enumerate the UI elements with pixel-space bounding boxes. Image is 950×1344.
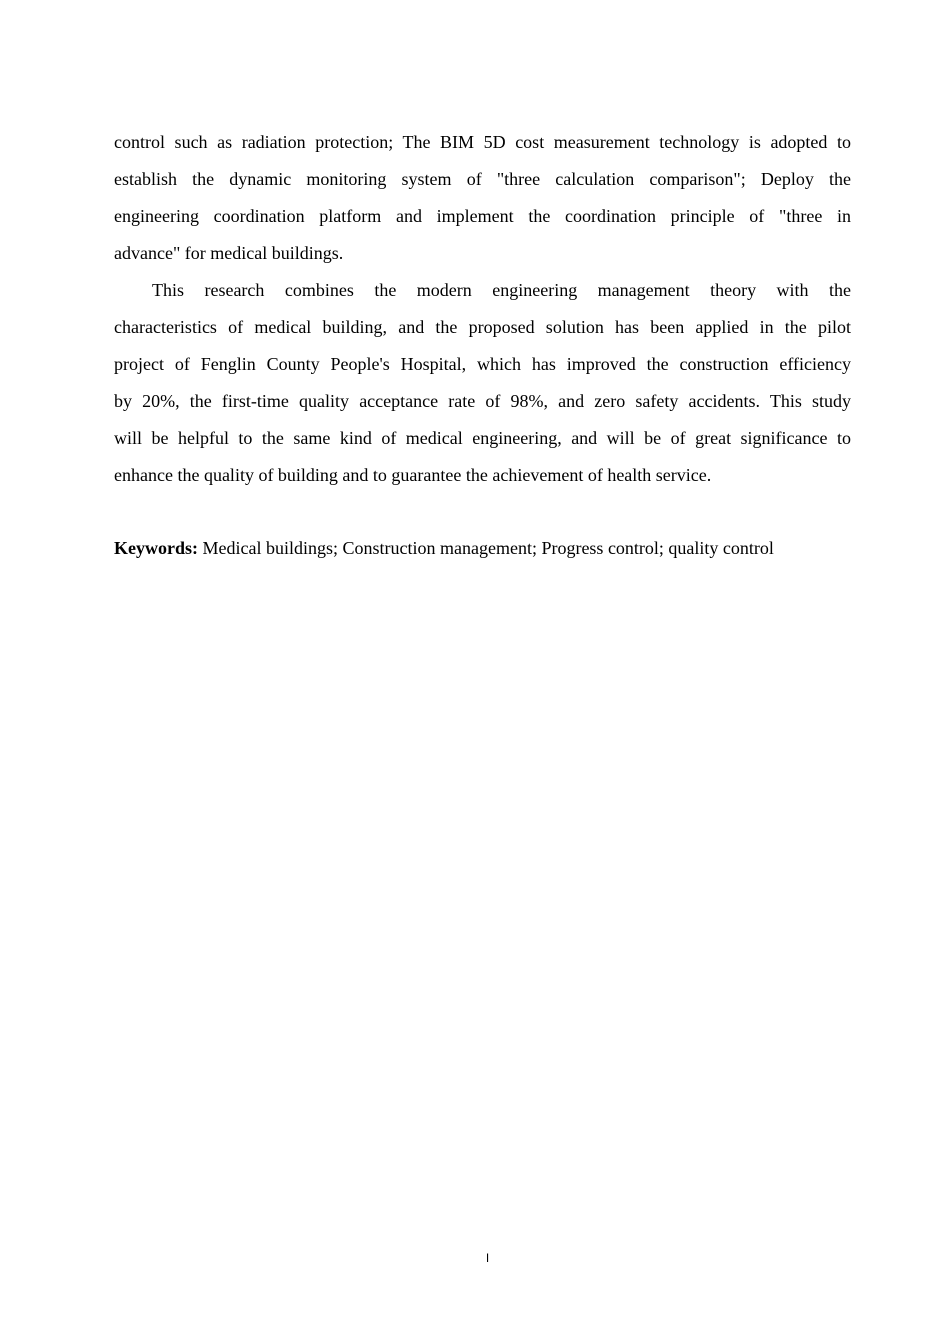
text-line: establish the dynamic monitoring system of "three calculation comparison"; Deploy the [114,169,851,189]
text-line: enhance the quality of building and to guarantee the achievement of health service. [114,465,712,485]
text-line: advance" for medical buildings. [114,243,344,263]
keywords [114,530,851,567]
text-line: This research combines the modern engineering management theory with the [152,280,851,300]
page-number: I [485,1251,490,1265]
keywords-label: Keywords: [114,538,198,558]
keywords-text: Medical buildings; Construction management; Progress control; quality control [198,538,774,558]
text-line: characteristics of medical building, and the proposed solution has been applied in the pilot [114,317,851,337]
abstract-paragraph-1 [114,124,851,272]
document-page [114,124,851,567]
abstract-paragraph-2 [114,272,851,494]
text-line: engineering coordination platform and implement the coordination principle of "three in [114,206,851,226]
text-line: control such as radiation protection; The BIM 5D cost measurement technology is adopted to [114,132,851,152]
text-line: project of Fenglin County People's Hospital, which has improved the construction efficiency [114,354,851,374]
text-line: will be helpful to the same kind of medical engineering, and will be of great significance to [114,428,851,448]
text-line: by 20%, the first-time quality acceptance rate of 98%, and zero safety accidents. This study [114,391,851,411]
